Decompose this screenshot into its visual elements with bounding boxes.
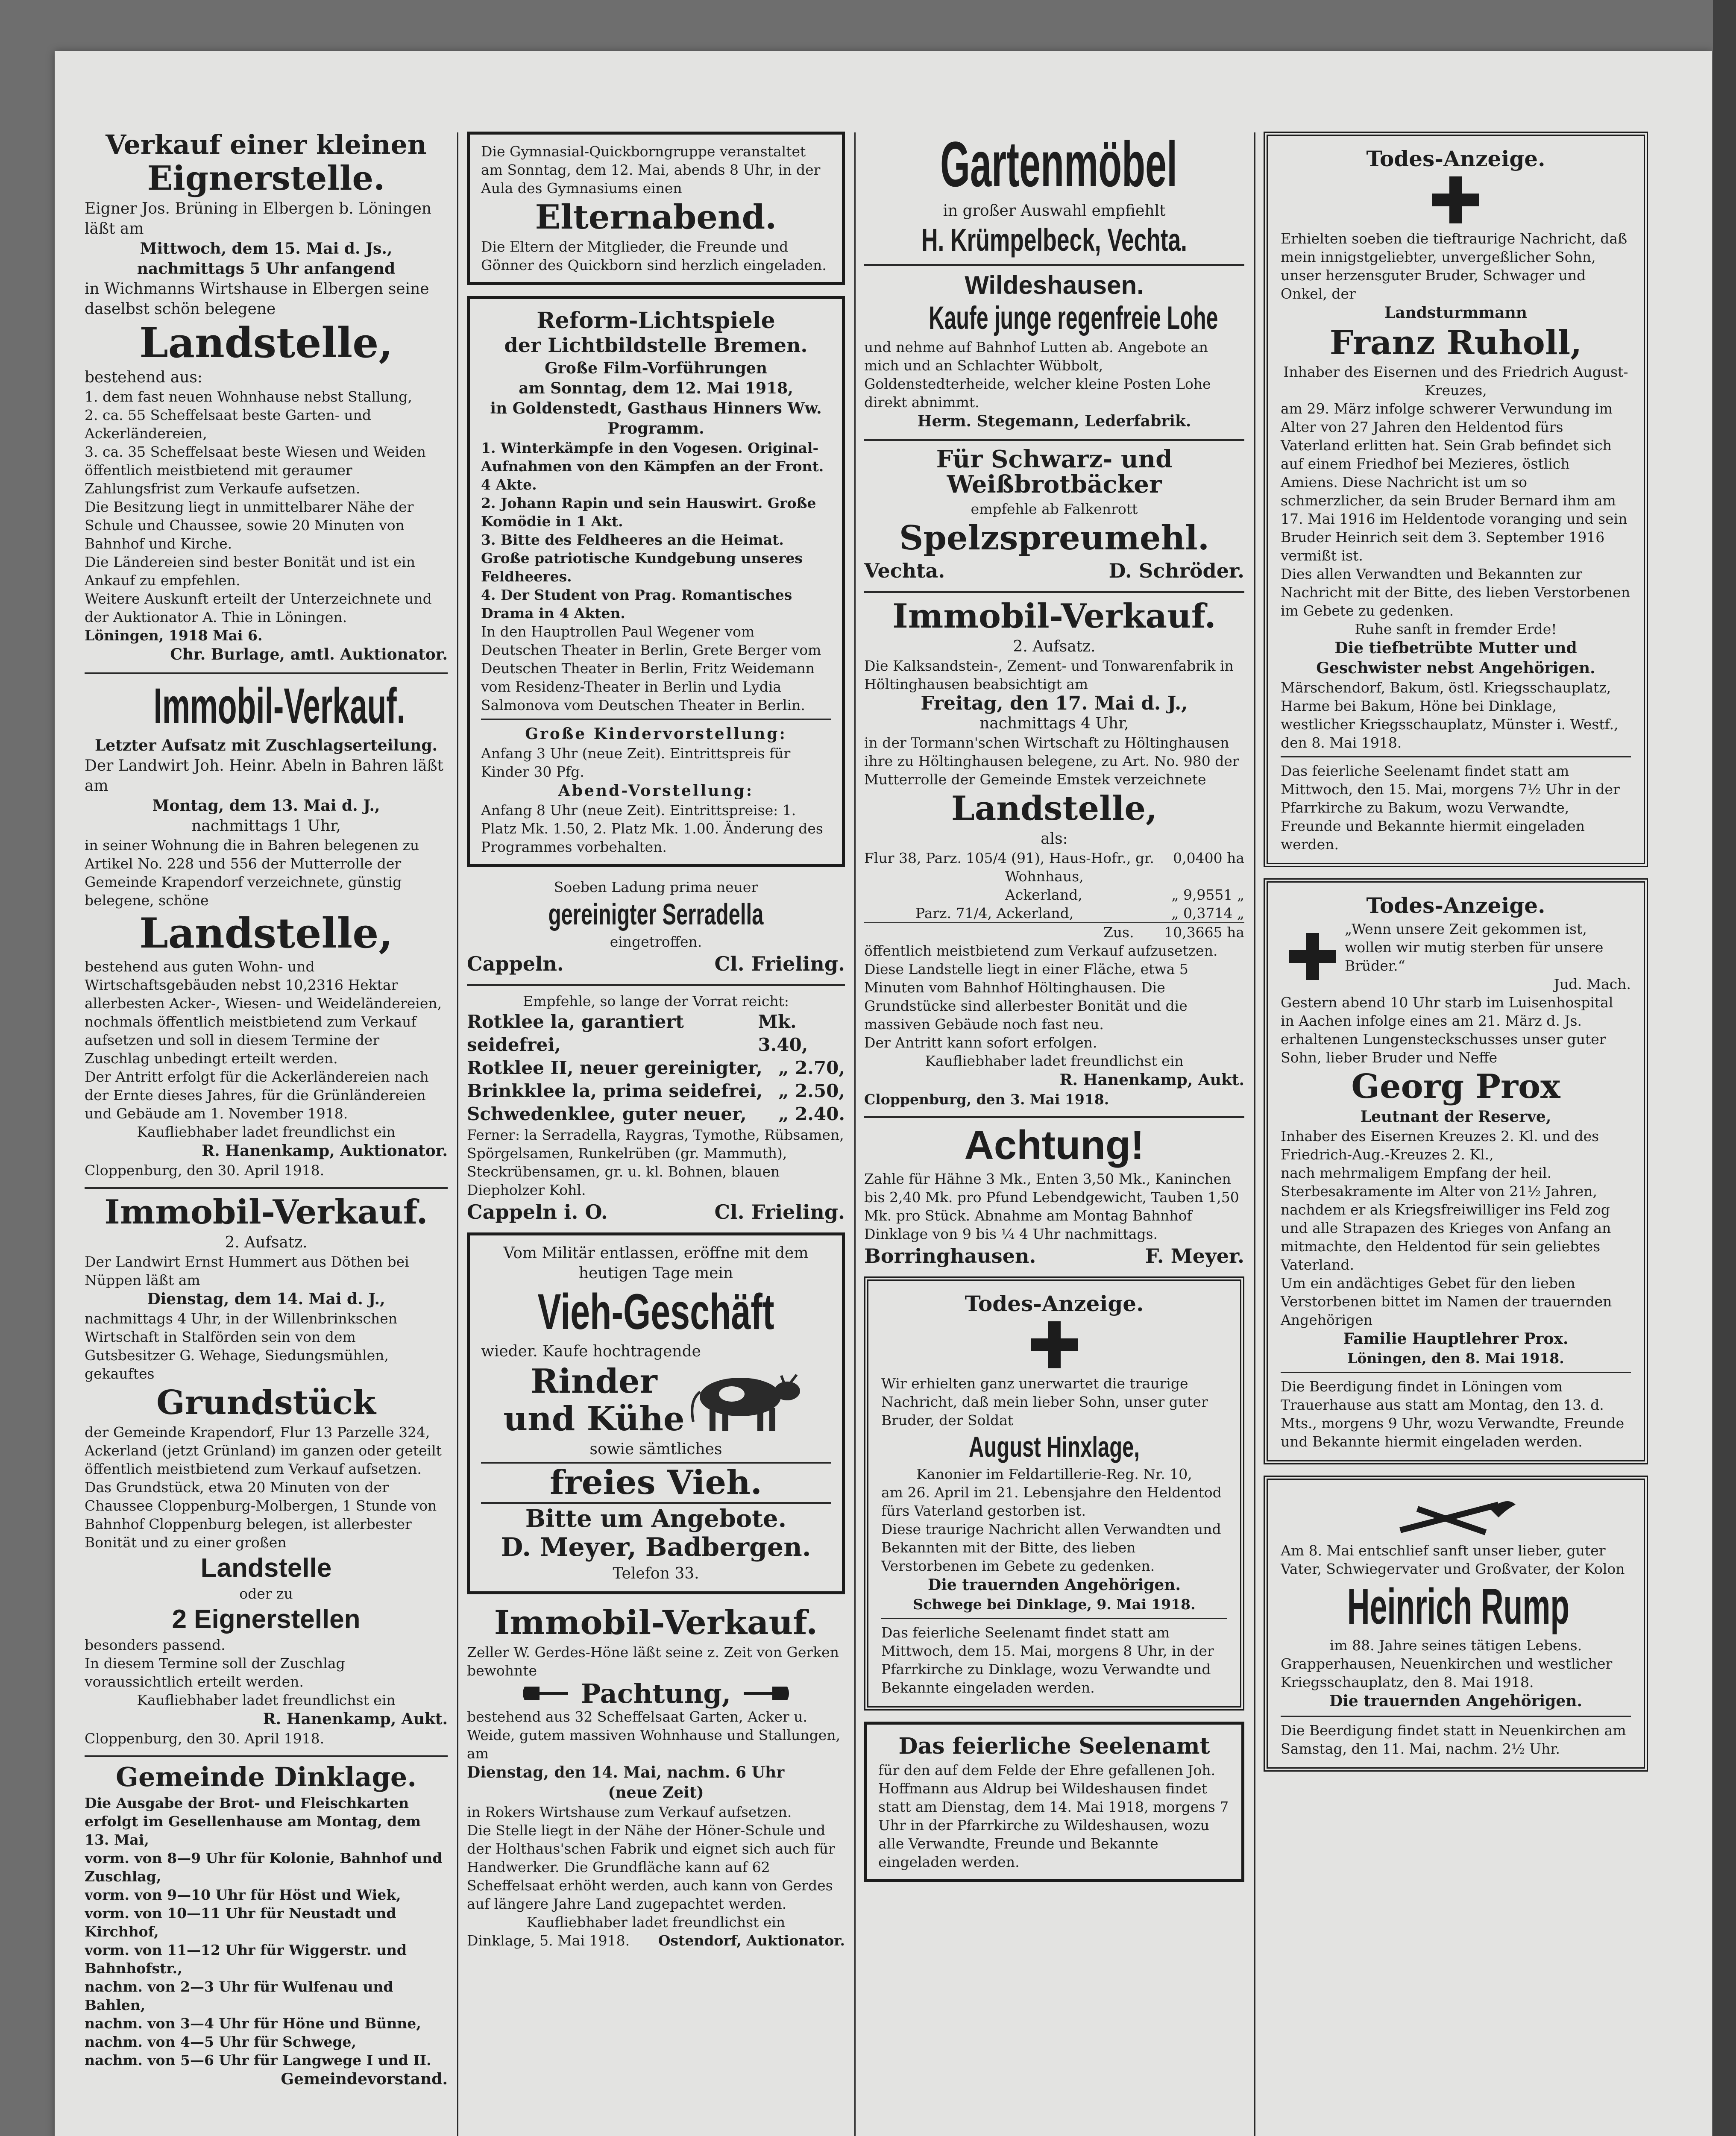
ad-dateline: Löningen, den 8. Mai 1918. [1347, 1350, 1564, 1367]
deceased-name: Georg Prox [1351, 1067, 1560, 1106]
column-rule-1 [457, 132, 458, 2136]
ad-subtitle: 2. Aufsatz. [1013, 638, 1096, 656]
ad-text: Anfang 8 Uhr (neue Zeit). Eintrittspreise: 1. Platz Mk. 1.50, 2. Platz Mk. 1.00. Änderung des Programmes vorbehalten. [481, 801, 823, 855]
ad-todes-anzeige-hinxlage [864, 1276, 1244, 1711]
ad-text: Das feierliche Seelenamt findet statt am Mittwoch, dem 15. Mai, morgens 8 Uhr, in der Pfarrkirche zu Dinklage, wozu Verwandte und Bekannte eingeladen werden. [881, 1624, 1214, 1696]
list-item: 3. Bitte des Feldheeres an die Heimat. Große patriotische Kundgebung unseres Feldheeres. [481, 531, 803, 585]
ad-text: Leutnant der Reserve, [1360, 1107, 1551, 1126]
ad-text: am 26. April im 21. Lebensjahre den Heldentod fürs Vaterland gestorben ist. [881, 1484, 1222, 1519]
ad-dateline: Grapperhausen, Neuenkirchen und westlicher Kriegsschauplatz, den 8. Mai 1918. [1281, 1655, 1613, 1690]
price-value: „ 2.40. [778, 1103, 845, 1125]
column-rule-3 [1254, 132, 1255, 2136]
list-item: vorm. von 8—9 Uhr für Kolonie, Bahnhof und Zuschlag, [85, 1849, 443, 1885]
ad-signature: F. Meyer. [1145, 1244, 1244, 1268]
ad-title: Todes-Anzeige. [1366, 893, 1545, 918]
ad-title: der Lichtbildstelle Bremen. [504, 334, 808, 357]
ad-seelenamt [864, 1722, 1244, 1882]
ad-date: Dienstag, den 14. Mai, nachm. 6 Uhr [467, 1763, 785, 1781]
ad-text: nach mehrmaligem Empfang der heil. Sterbesakramente im Alter von 21½ Jahren, nachdem er als Kriegsfreiwilliger ins Feld zog und alle Strapazen des Krieges von Anfang an mitmachte, den Heldentod für sein geliebtes Vaterland. [1281, 1164, 1611, 1273]
ad-lohe [864, 272, 1244, 431]
ad-place: Borringhausen. [864, 1244, 1036, 1268]
ad-text: Das feierliche Seelenamt findet statt am Mittwoch, den 15. Mai, morgens 7½ Uhr in der Pfarrkirche zu Bakum, wozu Verwandte, Freunde und Bekannte hiermit eingeladen werden. [1281, 763, 1620, 853]
ad-headline: Landstelle, [951, 789, 1158, 828]
ad-immobil-verkauf-1 [85, 680, 448, 1180]
ad-text: Weitere Auskunft erteilt der Unterzeichnete und der Auktionator A. Thie in Löningen. [85, 590, 432, 625]
ad-text: Ferner: la Serradella, Raygras, Tymothe, Rübsamen, Spörgelsamen, Runkelrüben (gr. Mammuth), Steckrübensamen, gr. u. kl. Bohnen, blauen Diepholzer Kohl. [467, 1127, 844, 1199]
list-item: 4. Der Student von Prag. Romantisches Drama in 4 Akten. [481, 586, 792, 622]
ad-time: nachmittags 1 Uhr, [191, 817, 341, 835]
ad-text: bestehend aus 32 Scheffelsaat Garten, Acker u. Weide, gutem massiven Wohnhause und Stallungen, am [467, 1708, 841, 1762]
ad-serradella [467, 878, 845, 977]
ad-title: Das feierliche Seelenamt [898, 1733, 1210, 1759]
ad-headline: Grundstück [156, 1383, 376, 1423]
ad-signature: Die trauernden Angehörigen. [1329, 1692, 1583, 1710]
table-cell: Ackerland, [1005, 886, 1082, 904]
table-row [467, 1103, 845, 1126]
ad-date: am Sonntag, dem 12. Mai 1918, [519, 379, 793, 397]
price-value: „ 2.70, [778, 1057, 845, 1079]
pointing-hand-icon [521, 1684, 572, 1703]
ad-text: eingetroffen. [610, 933, 702, 951]
ad-text: Kanonier im Feldartillerie-Reg. Nr. 10, [916, 1465, 1192, 1482]
ad-text: Empfehle, so lange der Vorrat reicht: [522, 993, 789, 1010]
ad-date: Mittwoch, dem 15. Mai d. Js., [140, 239, 393, 258]
ad-title: Wildeshausen. [965, 271, 1144, 300]
ad-time: nachmittags 4 Uhr, [979, 715, 1129, 733]
ad-title: gereinigter Serradella [548, 897, 764, 931]
table-row [864, 849, 1244, 867]
ad-text: Zahle für Hähne 3 Mk., Enten 3,50 Mk., Kaninchen bis 2,40 Mk. pro Pfund Lebendgewicht, Tauben 1,50 Mk. pro Stück. Abnahme am Montag Bahnhof Dinklage von 9 bis ¼ 4 Uhr nachmittags. [864, 1171, 1239, 1243]
ad-signature: Cl. Frieling. [714, 1200, 845, 1224]
ad-text: in seiner Wohnung die in Bahren belegenen zu Artikel No. 228 und 556 der Mutterrolle der Gemeinde Krapendorf verzeichnete, günstig belegene, schöne [85, 836, 419, 909]
page-binding-edge [1713, 0, 1736, 2136]
ad-gemeinde-dinklage [85, 1763, 448, 2089]
ad-text: Ruhe sanft in fremder Erde! [1355, 621, 1557, 638]
ad-todes-anzeige-rump [1264, 1476, 1648, 1772]
ad-text: Wir erhielten ganz unerwartet die traurige Nachricht, daß mein lieber Sohn, unser guter Bruder, der Soldat [881, 1375, 1208, 1429]
ad-headline: Pachtung, [581, 1678, 731, 1709]
list-item: 1. Winterkämpfe in den Vogesen. Original-Aufnahmen von den Kämpfen an der Front. 4 Akte. [481, 439, 824, 493]
ad-text: Gestern abend 10 Uhr starb im Luisenhospital in Aachen infolge eines am 21. März d. Js. erhaltenen Lungensteckschusses unser guter Sohn, lieber Bruder und Neffe [1281, 994, 1613, 1066]
list-item: nachm. von 4—5 Uhr für Schwege, [85, 2033, 357, 2050]
ad-signature: Die tiefbetrübte Mutter und Geschwister nebst Angehörigen. [1316, 639, 1595, 678]
ad-subtitle: Letzter Aufsatz mit Zuschlagserteilung. [94, 736, 438, 754]
ad-subtitle: Große Kindervorstellung: [525, 725, 787, 743]
ad-place: Vechta. [864, 559, 945, 583]
ad-subtitle: Abend-Vorstellung: [558, 781, 754, 800]
ad-title: Immobil-Verkauf. [892, 597, 1216, 636]
table-cell: Flur 38, Parz. 105/4 (91), Haus-Hofr., gr. [864, 850, 1154, 867]
ad-date: Freitag, den 17. Mai d. J., [921, 692, 1188, 715]
iron-cross-icon [1289, 933, 1336, 980]
table-cell: „ 9,9551 „ [1171, 886, 1244, 904]
ad-immobil-verkauf-3 [467, 1605, 845, 1950]
ad-signature: Chr. Burlage, amtl. Auktionator. [170, 645, 448, 663]
ad-signature: D. Schröder. [1108, 559, 1244, 583]
ad-text: Kaufliebhaber ladet freundlichst ein [526, 1913, 786, 1931]
table-row [864, 886, 1244, 904]
ad-signature: Die trauernden Angehörigen. [927, 1576, 1181, 1594]
ad-headline: freies Vieh. [481, 1462, 831, 1504]
separator [864, 439, 1244, 441]
ad-title: Verkauf einer kleinen [106, 129, 427, 160]
ad-text: Kaufliebhaber ladet freundlichst ein [137, 1692, 396, 1709]
ad-title: Todes-Anzeige. [1366, 146, 1545, 171]
ad-text: sowie sämtliches [589, 1440, 722, 1458]
ad-text: empfehle ab Falkenrott [971, 500, 1138, 517]
ad-signature: R. Hanenkamp, Auktionator. [202, 1142, 448, 1160]
cow-icon [685, 1366, 809, 1435]
ad-dateline: Cloppenburg, den 3. Mai 1918. [864, 1091, 1109, 1108]
ad-text: Zeller W. Gerdes-Höne läßt seine z. Zeit von Gerken bewohnte [467, 1643, 839, 1679]
list-item: vorm. von 11—12 Uhr für Wiggerstr. und Bahnhofstr., [85, 1941, 407, 1977]
ad-text: Das Grundstück, etwa 20 Minuten von der Chaussee Cloppenburg-Molbergen, 1 Stunde von Bahnhof Cloppenburg belegen, ist allerbester Bonität und zu einer großen [85, 1479, 437, 1551]
ad-text: öffentlich meistbietend zum Verkauf aufzusetzen. [864, 942, 1218, 959]
table-cell: Parz. 71/4, Ackerland, [915, 905, 1074, 922]
ad-text: bestehend aus: [85, 368, 203, 386]
separator [467, 984, 845, 986]
ad-elternabend [467, 132, 845, 285]
list-item: vorm. von 10—11 Uhr für Neustadt und Kirchhof, [85, 1904, 396, 1940]
ad-text: oder zu [239, 1585, 293, 1602]
ad-text: Die Ausgabe der Brot- und Fleischkarten erfolgt im Gesellenhause am Montag, dem 13. Mai, [85, 1794, 421, 1848]
price-item: Brinkklee la, prima seidefrei, [467, 1080, 763, 1102]
ad-signature: Cl. Frieling. [714, 952, 845, 976]
pointing-hand-icon [739, 1684, 791, 1703]
ad-text: Am 8. Mai entschlief sanft unser lieber, guter Vater, Schwiegervater und Großvater, der Kolon [1281, 1542, 1625, 1577]
ad-text: Die Besitzung liegt in unmittelbarer Nähe der Schule und Chaussee, sowie 20 Minuten von Bahnhof und Kirche. [85, 498, 414, 552]
list-item: nachm. von 2—3 Uhr für Wulfenau und Bahlen, [85, 1978, 393, 2013]
deceased-name: Franz Ruholl, [1329, 323, 1582, 362]
ad-headline: Landstelle, [139, 909, 393, 957]
pachtung-row [467, 1680, 845, 1708]
table-row [467, 1080, 845, 1103]
ad-achtung [864, 1124, 1244, 1269]
ad-dateline: Löningen, 1918 Mai 6. [85, 627, 263, 644]
separator [864, 1116, 1244, 1118]
ad-spelzspreumehl [864, 447, 1244, 584]
ad-time: (neue Zeit) [608, 1783, 704, 1802]
ad-text: Die Eltern der Mitglieder, die Freunde und Gönner des Quickborn sind herzlich eingeladen. [481, 238, 827, 273]
ad-text: nachmittags 4 Uhr, in der Willenbrinkschen Wirtschaft in Stalförden sein von dem Gutsbesitzer G. Wehage, Siedungsmühlen, gekauftes [85, 1310, 398, 1382]
ad-signature: D. Meyer, Badbergen. [501, 1532, 811, 1562]
ad-text: Inhaber des Eisernen Kreuzes 2. Kl. und des Friedrich-Aug.-Kreuzes 2. Kl., [1281, 1127, 1599, 1163]
table-cell: 0,0400 ha [1173, 850, 1244, 867]
palm-cross-icon [1392, 1492, 1520, 1539]
ad-immobil-verkauf-2 [85, 1195, 448, 1748]
ad-text: Diese traurige Nachricht allen Verwandten und Bekannten mit der Bitte, des lieben Verstorbenen im Gebete zu gedenken. [881, 1520, 1221, 1574]
iron-cross-icon [1031, 1321, 1078, 1368]
ad-title: Todes-Anzeige. [965, 1291, 1144, 1317]
column-1 [85, 128, 448, 2136]
table-row [864, 904, 1244, 922]
table-cell: 10,3665 ha [1164, 924, 1244, 941]
price-value: „ 2.50, [778, 1080, 845, 1102]
ad-gartenmoebel [864, 128, 1244, 258]
ad-place: Cappeln i. O. [467, 1200, 608, 1224]
ad-text: der Gemeinde Krapendorf, Flur 13 Parzelle 324, Ackerland (jetzt Grünland) im ganzen oder geteilt öffentlich meistbietend zum Verkauf aufsetzen. [85, 1424, 442, 1478]
ad-text: im 88. Jahre seines tätigen Lebens. [1329, 1637, 1582, 1654]
ad-text: Kaufliebhaber ladet freundlichst ein [137, 1124, 396, 1141]
ad-title: Eignerstelle. [147, 159, 385, 198]
ad-text: Dies allen Verwandten und Bekannten zur Nachricht mit der Bitte, des lieben Verstorbenen im Gebete zu gedenken. [1281, 566, 1630, 619]
separator [85, 1187, 448, 1189]
table-cell: Wohnhaus, [1005, 868, 1084, 885]
ad-text: Die Stelle liegt in der Nähe der Höner-Schule und der Holthaus'schen Fabrik und eignet sich auch für Handwerker. Die Grundfläche kann auf 62 Scheffelsaat erhöht werden, auch kann von Gerdes auf längere Jahre Land zugepachtet werden. [467, 1822, 835, 1912]
column-rule-2 [854, 132, 856, 2136]
ad-title: Immobil-Verkauf. [104, 1193, 428, 1232]
ad-text: Die Gymnasial-Quickborngruppe veranstaltet am Sonntag, dem 12. Mai, abends 8 Uhr, in der Aula des Gymnasiums einen [481, 143, 821, 197]
ad-text: Diese Landstelle liegt in einer Fläche, etwa 5 Minuten vom Bahnhof Höltinghausen. Die Grundstücke sind allerbester Bonität und die massiven Gebäude noch fast neu. [864, 961, 1188, 1033]
price-item: Rotklee II, neuer gereinigter, [467, 1057, 762, 1079]
ad-dateline: Cloppenburg, den 30. April 1918. [85, 1162, 325, 1179]
price-value: Mk. 3.40, [758, 1011, 808, 1056]
ad-signature: H. Krümpelbeck, Vechta. [921, 222, 1187, 258]
ad-text: Die Kalksandstein-, Zement- und Tonwarenfabrik in Höltinghausen beabsichtigt am [864, 657, 1234, 693]
separator [864, 591, 1244, 593]
table-row [467, 1010, 845, 1056]
ad-text: In den Hauptrollen Paul Wegener vom Deutschen Theater in Berlin, Grete Berger vom Deutschen Theater in Berlin, Fritz Weidemann vom Residenz-Theater in Berlin und Lydia Salmonova vom Deutschen Theater in Berlin. [481, 623, 821, 713]
ad-title: Gemeinde Dinklage. [116, 1761, 416, 1793]
ad-text: Bitte um Angebote. [525, 1504, 787, 1533]
newspaper-page [55, 51, 1712, 2136]
ad-date: Dienstag, dem 14. Mai d. J., [147, 1290, 385, 1309]
ad-text: Eigner Jos. Brüning in Elbergen b. Löningen läßt am [85, 200, 432, 238]
ad-text: Kaufliebhaber ladet freundlichst ein [925, 1053, 1184, 1070]
ad-headline: 2 Eignerstellen [172, 1605, 361, 1634]
ad-text: Die Ländereien sind bester Bonität und ist ein Ankauf zu empfehlen. [85, 553, 415, 589]
ad-dateline: Dinklage, 5. Mai 1918. [467, 1932, 630, 1949]
ad-quote-source: Jud. Mach. [1554, 975, 1631, 992]
ad-title: Achtung! [964, 1122, 1144, 1168]
ad-phone: Telefon 33. [613, 1564, 699, 1582]
ad-signature: Familie Hauptlehrer Prox. [1343, 1329, 1569, 1348]
list-item: 2. Johann Rapin und sein Hauswirt. Große Komödie in 1 Akt. [481, 494, 816, 530]
ad-title: Immobil-Verkauf. [153, 678, 406, 734]
iron-cross-icon [1432, 176, 1479, 223]
ad-text: in Wichmanns Wirtshause in Elbergen seine daselbst schön belegene [85, 280, 429, 318]
ad-title: Gartenmöbel [940, 128, 1178, 200]
ad-text: Erhielten soeben die tieftraurige Nachricht, daß mein innigstgeliebter, unvergeßlicher Sohn, unser herzensguter Bruder, Schwager und Onkel, der [1281, 230, 1628, 302]
deceased-name: August Hinxlage, [969, 1430, 1140, 1463]
list-item: vorm. von 9—10 Uhr für Höst und Wiek, [85, 1886, 401, 1903]
ad-headline: Rinder [531, 1362, 657, 1401]
ad-vieh-geschaeft [467, 1232, 845, 1594]
column-3 [864, 128, 1244, 2136]
ad-title: Für Schwarz- und Weißbrotbäcker [936, 445, 1173, 499]
price-item: Schwedenklee, guter neuer, [467, 1103, 747, 1125]
ad-todes-anzeige-prox [1264, 878, 1648, 1464]
list-item: 2. ca. 55 Scheffelsaat beste Garten- und Ackerländereien, [85, 406, 372, 442]
ad-dateline: Märschendorf, Bakum, östl. Kriegsschauplatz, Harme bei Bakum, Höne bei Dinklage, westlicher Kriegsschauplatz, Münster i. Westf., den 8. Mai 1918. [1281, 679, 1619, 751]
ad-signature: Gemeindevorstand. [281, 2070, 448, 2088]
ad-reform-lichtspiele [467, 296, 845, 867]
separator [85, 1755, 448, 1757]
ad-text: besonders passend. [85, 1637, 226, 1654]
ad-title: Reform-Lichtspiele [537, 307, 775, 334]
ad-text: Der Landwirt Ernst Hummert aus Döthen bei Nüppen läßt am [85, 1253, 409, 1289]
list-item: nachm. von 5—6 Uhr für Langwege I und II. [85, 2051, 431, 2069]
ad-text: Landsturmmann [1384, 303, 1527, 322]
ad-text: Um ein andächtiges Gebet für den lieben Verstorbenen bittet im Namen der trauernden Angehörigen [1281, 1274, 1612, 1328]
ad-text: bestehend aus guten Wohn- und Wirtschaftsgebäuden nebst 10,2316 Hektar allerbesten Acker-, Wiesen- und Weideländereien, nochmals öffentlich meistbietend zum Verkauf aufsetzen und soll in diesem Termine der Zuschlag unbedingt erteilt werden. [85, 958, 442, 1067]
ad-time: nachmittags 5 Uhr anfangend [137, 259, 396, 278]
ad-title: Vieh-Geschäft [537, 1284, 774, 1341]
table-cell: Zus. [1103, 924, 1134, 941]
ad-signature: R. Hanenkamp, Aukt. [1059, 1071, 1244, 1089]
ad-text: Der Antritt kann sofort erfolgen. [864, 1034, 1097, 1051]
ad-subtitle: 2. Aufsatz. [225, 1234, 308, 1252]
ad-headline: und Kühe [503, 1400, 685, 1439]
ad-text: in der Tormann'schen Wirtschaft zu Höltinghausen ihre zu Höltinghausen belegene, zu Art. No. 980 der Mutterrolle der Gemeinde Emstek verzeichnete [864, 734, 1239, 788]
ad-text: in großer Auswahl empfiehlt [943, 202, 1166, 220]
ad-text: wieder. Kaufe hochtragende [481, 1343, 701, 1361]
column-4 [1264, 128, 1648, 2136]
ad-dateline: Schwege bei Dinklage, 9. Mai 1918. [913, 1596, 1196, 1613]
ad-verkauf-eignerstelle [85, 131, 448, 665]
ad-text: In diesem Termine soll der Zuschlag voraussichtlich erteilt werden. [85, 1655, 345, 1690]
ad-title: Kaufe junge regenfreie Lohe [929, 300, 1218, 337]
ad-text: in Rokers Wirtshause zum Verkauf aufsetzen. [467, 1803, 792, 1820]
ad-headline: Landstelle [200, 1553, 332, 1583]
table-row [864, 922, 1244, 942]
ad-text: Die Beerdigung findet in Löningen vom Trauerhause aus statt am Montag, den 13. d. Mts., morgens 9 Uhr, wozu Verwandte, Freunde und Bekannte hiermit eingeladen werden. [1281, 1378, 1625, 1450]
ad-place: Cappeln. [467, 952, 564, 976]
ad-text: Die Beerdigung findet statt in Neuenkirchen am Samstag, den 11. Mai, nachm. 2½ Uhr. [1281, 1722, 1626, 1757]
ad-text: Vom Militär entlassen, eröffne mit dem heutigen Tage mein [503, 1244, 809, 1282]
ad-immobil-verkauf-4 [864, 599, 1244, 1109]
ad-date: Montag, dem 13. Mai d. J., [152, 796, 380, 815]
ad-signature: R. Hanenkamp, Aukt. [263, 1710, 448, 1728]
ad-signature: Herm. Stegemann, Lederfabrik. [917, 412, 1191, 430]
ad-dateline: Cloppenburg, den 30. April 1918. [85, 1730, 325, 1747]
separator [864, 264, 1244, 266]
ad-text: Anfang 3 Uhr (neue Zeit). Eintrittspreis für Kinder 30 Pfg. [481, 745, 791, 780]
separator [85, 672, 448, 674]
ad-klee-prices [467, 992, 845, 1225]
ad-subtitle: Programm. [607, 419, 704, 437]
ad-text: als: [1041, 830, 1068, 848]
table-row [467, 1056, 845, 1080]
table-cell: „ 0,3714 „ [1171, 905, 1244, 922]
ad-quote: „Wenn unsere Zeit gekommen ist, wollen wir mutig sterben für unsere Brüder.“ [1345, 920, 1604, 974]
ad-text: am 29. März infolge schwerer Verwundung im Alter von 27 Jahren den Heldentod fürs Vaterland erlitten hat. Sein Grab befindet sich auf einem Friedhof bei Mezieres, östlich Amiens. Diese Nachricht ist um so schmerzlicher, da sein Bruder Bernard ihm am 17. Mai 1916 im Heldentode voranging und sein Bruder Heinrich seit dem 3. September 1916 vermißt ist. [1281, 400, 1628, 564]
ad-headline: Landstelle, [139, 318, 393, 367]
ad-text: Inhaber des Eisernen und des Friedrich August-Kreuzes, [1283, 364, 1628, 399]
list-item: 1. dem fast neuen Wohnhause nebst Stallung, [85, 388, 412, 405]
ad-title: Elternabend. [535, 198, 777, 237]
cattle-row [481, 1361, 831, 1439]
ad-text: Der Landwirt Joh. Heinr. Abeln in Bahren läßt am [85, 757, 443, 795]
ad-todes-anzeige-ruholl [1264, 132, 1648, 867]
ad-text: für den auf dem Felde der Ehre gefallenen Joh. Hoffmann aus Aldrup bei Wildeshausen findet statt am Dienstag, dem 14. Mai 1918, morgens 7 Uhr in der Pfarrkirche zu Wildeshausen, wozu alle Verwandte, Freunde und Bekannte eingeladen werden. [878, 1761, 1229, 1870]
ad-text: und nehme auf Bahnhof Lutten ab. Angebote an mich und an Schlachter Wübbolt, Goldenstedterheide, welcher kleine Posten Lohe direkt abnimmt. [864, 338, 1211, 411]
ad-subtitle: Große Film-Vorführungen [545, 359, 767, 377]
table-row [864, 867, 1244, 886]
ad-place: in Goldenstedt, Gasthaus Hinners Ww. [490, 399, 822, 417]
ad-title: Immobil-Verkauf. [494, 1603, 818, 1642]
ad-signature: Ostendorf, Auktionator. [658, 1932, 845, 1949]
ad-text: Der Antritt erfolgt für die Ackerländereien nach der Ernte dieses Jahres, für die Grünländereien und Gebäude am 1. November 1918. [85, 1068, 429, 1122]
deceased-name: Heinrich Rump [1347, 1578, 1570, 1635]
list-item: 3. ca. 35 Scheffelsaat beste Wiesen und Weiden öffentlich meistbietend mit geraumer Zahlungsfrist zum Verkaufe aufsetzen. [85, 443, 426, 497]
price-item: Rotklee la, garantiert seidefrei, [467, 1011, 684, 1056]
ad-text: Soeben Ladung prima neuer [554, 878, 758, 895]
list-item: nachm. von 3—4 Uhr für Höne und Bünne, [85, 2015, 421, 2032]
ad-headline: Spelzspreumehl. [899, 518, 1209, 557]
column-2 [467, 128, 845, 2136]
